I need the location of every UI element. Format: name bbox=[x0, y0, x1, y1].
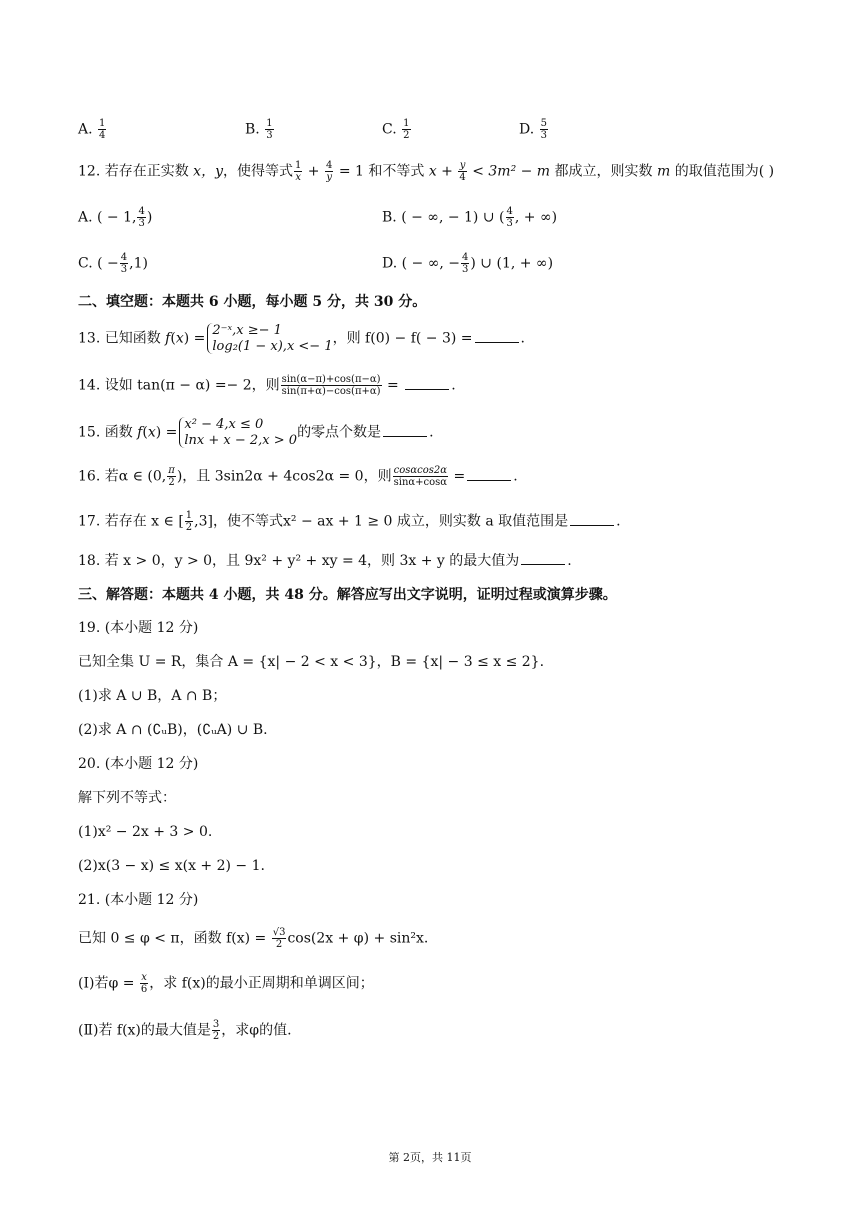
answer-blank bbox=[521, 552, 565, 565]
fraction: $\frac{4}{3}$ bbox=[138, 206, 145, 229]
q13: 13. 已知函数 f(x) = 2⁻ˣ,x ≥− 1 log₂(1 − x),x <− 1 ，则 f(0) − f( − 3) = . bbox=[78, 323, 525, 354]
q14: 14. 设如 tan(π − α) =− 2，则 $\frac{\sin(\alpha-\pi)+\cos(\pi-\alpha)}{\sin(\pi+\alpha)-\cos(\pi+\alpha)}$ = . bbox=[78, 374, 456, 397]
piecewise: 2⁻ˣ,x ≥− 1 log₂(1 − x),x <− 1 bbox=[207, 323, 332, 354]
option-label: C. bbox=[382, 121, 397, 138]
q15: 15. 函数 f(x) = x² − 4,x ≤ 0 lnx + x − 2,x > 0 的零点个数是 . bbox=[78, 417, 434, 448]
option-label: D. bbox=[519, 121, 535, 138]
fraction: $\frac{\pi}{2}$ bbox=[168, 465, 175, 488]
q19-line: (2)求 A ∩ (∁ᵤB)，(∁ᵤA) ∪ B. bbox=[78, 722, 268, 738]
q11-option-b bbox=[245, 118, 275, 141]
q20-line: (2)x(3 − x) ≤ x(x + 2) − 1. bbox=[78, 858, 265, 874]
q19-line: 已知全集 U = R，集合 A = {x| − 2 < x < 3}，B = {x| − 3 ≤ x ≤ 2}. bbox=[78, 654, 545, 670]
q20-head: 20. (本小题 12 分) bbox=[78, 756, 199, 772]
q11-option-d bbox=[519, 118, 549, 141]
q12-option-c: C. ( − $\frac{4}{3}$ ,1) bbox=[78, 252, 148, 275]
q20-line: 解下列不等式： bbox=[78, 790, 176, 806]
fraction: $\frac{5}{3}$ bbox=[540, 118, 548, 141]
section-title: 三、解答题：本题共 4 小题，共 48 分。解答应写出文字说明，证明过程或演算步骤。 bbox=[78, 587, 617, 603]
option-label: A. bbox=[78, 121, 93, 138]
option-label: B. bbox=[245, 121, 260, 138]
q12-option-b: B. ( − ∞, − 1) ∪ ( $\frac{4}{3}$ , + ∞) bbox=[382, 206, 558, 229]
fraction: $\frac{\cos\alpha\cos 2\alpha}{\sin\alpha+\cos\alpha}$ bbox=[393, 465, 448, 488]
fraction: $\frac{√3}{2}$ bbox=[272, 927, 286, 950]
fraction: $\frac{y}{4}$ bbox=[459, 160, 466, 183]
fraction: $\frac{x}{6}$ bbox=[140, 972, 148, 995]
fraction: $\frac{1}{2}$ bbox=[185, 510, 193, 533]
q21-line: (Ⅰ)若φ = $\frac{x}{6}$ ，求 f(x)的最小正周期和单调区间； bbox=[78, 972, 374, 995]
q16: 16. 若α ∈ (0, $\frac{\pi}{2}$ )，且 3sin2α + 4cos2α = 0，则 $\frac{\cos\alpha\cos 2\alpha}{\sin\alpha+\cos\alpha}$ = . bbox=[78, 465, 518, 488]
q17: 17. 若存在 x ∈ [ $\frac{1}{2}$ ,3]，使不等式x² − ax + 1 ≥ 0 成立，则实数 a 取值范围是 . bbox=[78, 510, 621, 533]
answer-blank bbox=[475, 330, 519, 343]
q18: 18. 若 x > 0，y > 0，且 9x² + y² + xy = 4，则 3x + y 的最大值为 . bbox=[78, 553, 572, 569]
fraction: $\frac{4}{3}$ bbox=[506, 206, 513, 229]
fraction: $\frac{4}{3}$ bbox=[120, 252, 128, 275]
q12-stem: 12. 若存在正实数 x，y，使得等式 $\frac{1}{x}$ + $\frac{4}{y}$ = 1 和不等式 x + $\frac{y}{4}$ < 3m² − m 都成立，则实数 m 的取值范围为( ) bbox=[78, 160, 775, 183]
fraction: $\frac{4}{y}$ bbox=[326, 160, 333, 183]
piecewise: x² − 4,x ≤ 0 lnx + x − 2,x > 0 bbox=[179, 417, 297, 448]
fraction: $\frac{4}{3}$ bbox=[462, 252, 469, 275]
page-footer: 第 2页，共 11页 bbox=[388, 1151, 472, 1164]
q12-option-a: A. ( − 1, $\frac{4}{3}$ ) bbox=[78, 206, 153, 229]
q12-option-d: D. ( − ∞, − $\frac{4}{3}$ ) ∪ (1, + ∞) bbox=[382, 252, 554, 275]
fraction: $\frac{1}{2}$ bbox=[403, 118, 410, 141]
q20-line: (1)x² − 2x + 3 > 0. bbox=[78, 824, 213, 840]
answer-blank bbox=[405, 377, 449, 390]
answer-blank bbox=[467, 468, 511, 481]
fraction: $\frac{\sin(\alpha-\pi)+\cos(\pi-\alpha)}{\sin(\pi+\alpha)-\cos(\pi+\alpha)}$ bbox=[281, 374, 381, 397]
q21-line: (Ⅱ)若 f(x)的最大值是 $\frac{3}{2}$ ，求φ的值. bbox=[78, 1019, 292, 1042]
fraction: $\frac{1}{4}$ bbox=[99, 118, 106, 141]
answer-blank bbox=[570, 513, 614, 526]
q21-head: 21. (本小题 12 分) bbox=[78, 892, 199, 908]
fraction: $\frac{1}{3}$ bbox=[266, 118, 273, 141]
fraction: $\frac{1}{x}$ bbox=[294, 160, 302, 183]
fraction: $\frac{3}{2}$ bbox=[212, 1019, 220, 1042]
q11-option-c bbox=[382, 118, 412, 141]
q19-line: (1)求 A ∪ B，A ∩ B； bbox=[78, 688, 227, 704]
q19-head: 19. (本小题 12 分) bbox=[78, 620, 199, 636]
section-title: 二、填空题：本题共 6 小题，每小题 5 分，共 30 分。 bbox=[78, 294, 427, 310]
q21-line: 已知 0 ≤ φ < π，函数 f(x) = $\frac{√3}{2}$ cos(2x + φ) + sin²x. bbox=[78, 927, 429, 950]
answer-blank bbox=[383, 424, 427, 437]
q11-option-a bbox=[78, 118, 107, 141]
